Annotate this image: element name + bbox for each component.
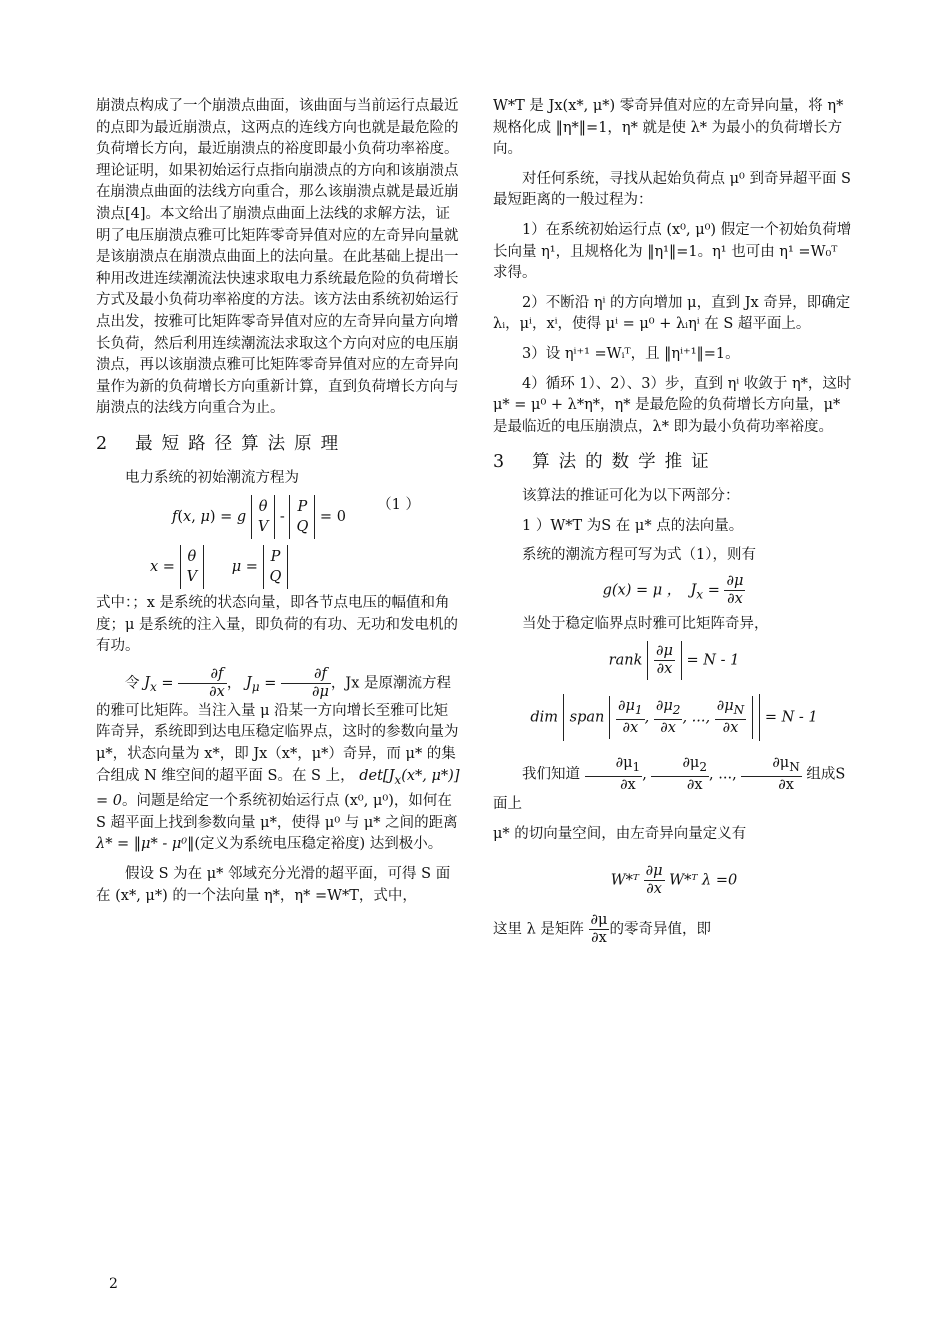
g-equation: g(x) = μ ， $J_x$ = $\frac{\partial\mu}{\partial x}$: [602, 572, 744, 607]
flow-equation-text: 系统的潮流方程可写为式（1），则有: [522, 547, 756, 564]
derivation-intro: 该算法的推证可化为以下两部分：: [522, 487, 740, 504]
state-vector-eq: x = θ V μ = P Q: [150, 545, 460, 589]
left-column: 崩溃点构成了一个崩溃点曲面，该曲面与当前运行点最近的点即为最近崩溃点，这两点的连线方向也就是最危险的负荷增长方向，最近崩溃点的裕度即最小负荷功率裕度。理论证明，如果初始运行点指向崩溃点的方向和该崩溃点在崩溃点曲面的法线方向重合，那么该崩溃点就是最近崩溃点[4]。本文给出了崩溃点曲面上法线的求解方法，证明了电压崩溃点雅可比矩阵零奇异值对应的左奇异向量就是该崩溃点在崩溃点曲面上的法向量。在此基础上提出一种用改进连续潮流法快速求取电力系统最危险的负荷增长方式及最小负荷功率裕度的方法。该方法由系统初始运行点出发，按雅可比矩阵零奇异值对应的左奇异向量方向增长负荷，然后利用连续潮流法求取这个方向对应的电压崩溃点，再以该崩溃点雅可比矩阵零奇异值对应的左奇异向量作为新的负荷增长方向重新计算，直到负荷增长方向与崩溃点的法线方向重合为止。 2 最短路径算法原理 电力系统的初始潮流方程为 f(x, μ) = g θ V - P Q = 0 （1 ） x = θ V μ = P Q 式中：；x 是系统的状态向量，即各节点电压的幅值和角度；μ 是系统的注入量，即负荷的有功、无功和发电机的有功。 令 $J_x$ = $\frac{\partial f}{\partial x}$ ， $J_\mu$ = $\frac{\partial f}{\partial\mu}$ ，Jx 是原潮流方程的雅可比矩阵。当注入量 μ 沿某一方向增长至雅可比矩阵奇异，系统即到达电压稳定临界点，这时的参数向量为 μ*，状态向量为 x*，即 Jx（x*，μ*）奇异，而 μ* 的集合组成 N 维空间的超平面 S。在 S 上， $\det[J_x(x*$, μ*)] = 0。问题是给定一个系统初始运行点 (x⁰, μ⁰)，如何在 S 超平面上找到参数向量 μ*，使得 μ⁰ 与 μ* 之间的距离 λ* = ‖μ* - μ⁰‖(定义为系统电压稳定裕度) 达到极小。 假设 S 为在 μ* 邻域充分光滑的超平面，可得 S 面在 (x*, μ*) 的一个法向量 η*，η* =W*T，式中，: [96, 96, 460, 907]
where-label: 式中：: [96, 595, 133, 612]
dim-equation: dim span $\frac{\partial\mu_1}{\partial x}$ , $\frac{\partial\mu_2}{\partial x}$ , ..., $\frac{\partial\mu_N}{\partial x}$ = N - 1: [493, 694, 855, 741]
left-singular-definition: μ* 的切向量空间，由左奇异向量定义有: [493, 825, 747, 842]
singular-vector-paragraph: W*T 是 Jx(x*, μ*) 零奇异值对应的左奇异向量，将 η* 规格化成 ‖η*‖=1，η* 就是使 λ* 为最小的负荷增长方向。: [493, 98, 844, 158]
rank-equation: rank $\frac{\partial\mu}{\partial x}$ = N - 1: [493, 641, 855, 680]
jacobian-let: 令: [125, 675, 140, 692]
step-4: 4）循环 1）、2）、3）步，直到 ηⁱ 收敛于 η*，这时 μ* = μ⁰ + λ*η*，η* 是最危险的负荷增长方向量，μ* 是最临近的电压崩溃点，λ* 即为最小负荷功率裕度。: [493, 375, 852, 435]
intro-paragraph: 崩溃点构成了一个崩溃点曲面，该曲面与当前运行点最近的点即为最近崩溃点，这两点的连线方向也就是最危险的负荷增长方向，最近崩溃点的裕度即最小负荷功率裕度。理论证明，如果初始运行点指向崩溃点的方向和该崩溃点在崩溃点曲面的法线方向重合，那么该崩溃点就是最近崩溃点[4]。本文给出了崩溃点曲面上法线的求解方法，证明了电压崩溃点雅可比矩阵零奇异值对应的左奇异向量就是该崩溃点在崩溃点曲面上的法向量。在此基础上提出一种用改进连续潮流法快速求取电力系统最危险的负荷增长方式及最小负荷功率裕度的方法。该方法由系统初始运行点出发，按雅可比矩阵零奇异值对应的左奇异向量方向增长负荷，然后利用连续潮流法求取这个方向对应的电压崩溃点，再以该崩溃点雅可比矩阵零奇异值对应的左奇异向量作为新的负荷增长方向重新计算，直到负荷增长方向与崩溃点的法线方向重合为止。: [96, 98, 459, 417]
section-title: 最短路径算法原理: [135, 433, 348, 454]
step-3: 3）设 ηⁱ⁺¹ =Wᵢᵀ，且 ‖ηⁱ⁺¹‖=1。: [522, 345, 740, 362]
tangent-space-text: 我们知道 $\frac{\partial\mu_1}{\partial x}$ , $\frac{\partial\mu_2}{\partial x}$ , ..., $\frac{\partial\mu_N}{\partial x}$ 组成S 面上: [493, 755, 846, 813]
jacobian-text: ，Jx 是原潮流方程的雅可比矩阵。当注入量 μ 沿某一方向增长至雅可比矩阵奇异，系统即到达电压稳定临界点，这时的参数向量为 μ*，状态向量为 x*，即 Jx（x*，μ*）奇异，而 μ* 的集合组成 N 维空间的超平面 S。在 S 上，: [96, 675, 459, 784]
rank-rhs: = N - 1: [686, 652, 740, 669]
section-number: 2: [96, 433, 108, 454]
procedure-intro: 对任何系统，寻找从起始负荷点 μ⁰ 到奇异超平面 S 最短距离的一般过程为：: [493, 170, 851, 209]
derivation-item-1: 1 ）W*T 为S 在 μ* 点的法向量。: [522, 517, 744, 534]
section-number: 3: [493, 452, 505, 473]
step-2: 2）不断沿 ηⁱ 的方向增加 μ，直到 Jx 奇异，即确定 λᵢ，μⁱ，xⁱ，使得 μⁱ = μ⁰ + λᵢηⁱ 在 S 超平面上。: [493, 294, 851, 333]
right-column: [493, 96, 855, 947]
zero-rhs: =0: [715, 872, 738, 889]
dim-rhs: = N - 1: [764, 709, 818, 726]
equation-1-label: （1 ）: [377, 497, 420, 514]
critical-point-text: 当处于稳定临界点时雅可比矩阵奇异，: [522, 615, 769, 632]
equation-1: f(x, μ) = g θ V - P Q = 0 （1 ）: [172, 495, 460, 539]
zero-singular-text: 这里 λ 是矩阵 $\frac{\partial\mu}{\partial x}$ 的零奇异值，即: [493, 912, 711, 947]
flow-intro: 电力系统的初始潮流方程为: [125, 469, 299, 486]
assumption-paragraph: 假设 S 为在 μ* 邻域充分光滑的超平面，可得 S 面在 (x*, μ*) 的一个法向量 η*，η* =W*T，式中，: [96, 865, 451, 904]
where-text: ；x 是系统的状态向量，即各节点电压的幅值和角度；μ 是系统的注入量，即负荷的有功、无功和发电机的有功。: [96, 595, 459, 655]
margin-definition: (定义为系统电压稳定裕度) 达到极小。: [194, 836, 443, 853]
section-3-heading: [493, 452, 855, 474]
section-title: 算法的数学推证: [532, 452, 718, 473]
section-2-heading: [96, 434, 460, 456]
problem-text: 问题是给定一个系统初始运行点 (x⁰, μ⁰)，如何在 S 超平面上找到参数向量 μ*，使得 μ⁰ 与 μ* 之间的距离: [96, 793, 458, 831]
zero-singular-equation: W*ᵀ $\frac{\partial\mu}{\partial x}$ W*ᵀ λ =0: [610, 863, 738, 898]
page-number: 2: [109, 1276, 118, 1292]
step-1: 1）在系统初始运行点 (x⁰, μ⁰) 假定一个初始负荷增长向量 η¹，且规格化为 ‖η¹‖=1。η¹ 也可由 η¹ =W₀ᵀ 求得。: [493, 221, 852, 282]
